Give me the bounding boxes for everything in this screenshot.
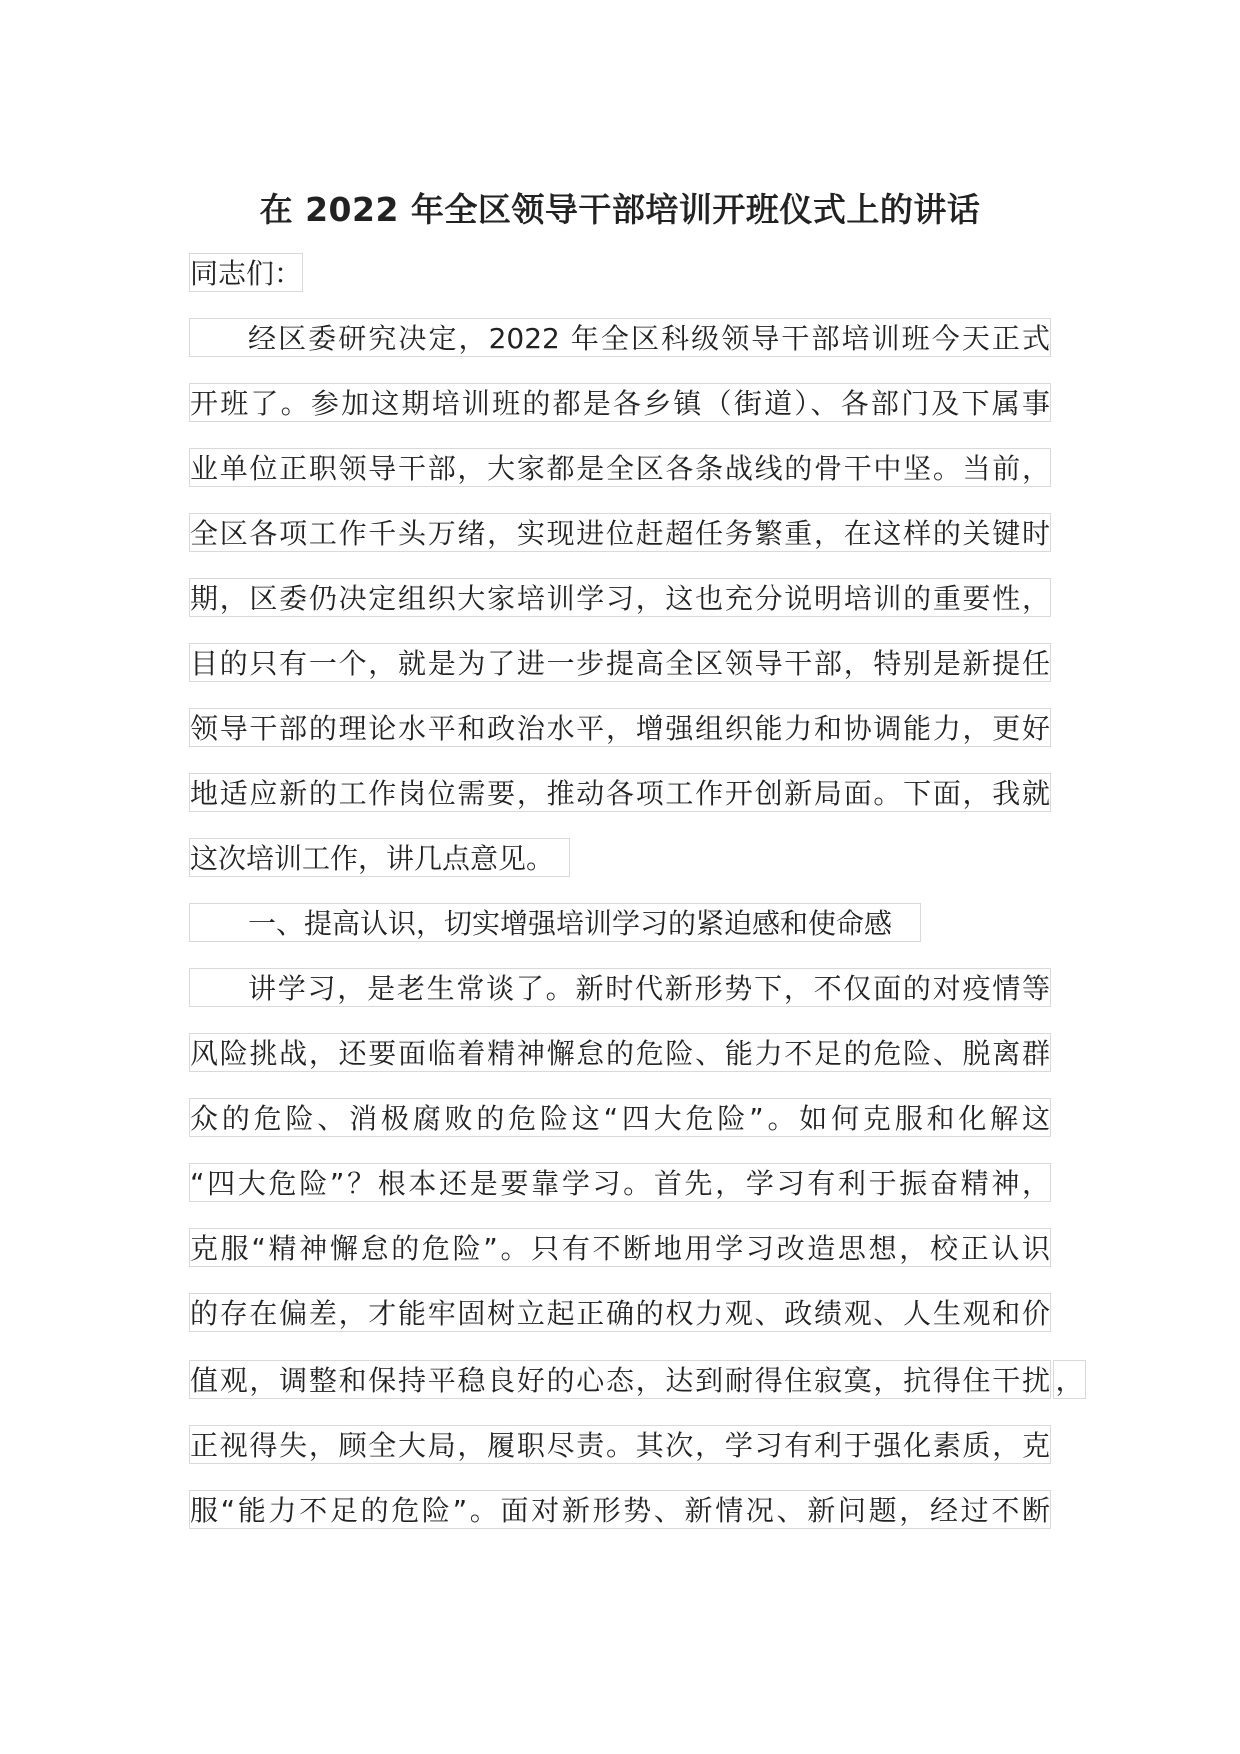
paragraph-line: 地适应新的工作岗位需要，推动各项工作开创新局面。下面，我就 bbox=[189, 773, 1051, 812]
paragraph-line: 克服“精神懈怠的危险”。只有不断地用学习改造思想，校正认识 bbox=[189, 1228, 1051, 1267]
salutation: 同志们： bbox=[189, 253, 303, 292]
paragraph-line: 讲学习，是老生常谈了。新时代新形势下，不仅面的对疫情等 bbox=[189, 968, 1051, 1007]
paragraph-line: 服“能力不足的危险”。面对新形势、新情况、新问题，经过不断 bbox=[189, 1490, 1051, 1529]
paragraph-line: 开班了。参加这期培训班的都是各乡镇（街道）、各部门及下属事 bbox=[189, 383, 1051, 422]
paragraph-line: 值观，调整和保持平稳良好的心态，达到耐得住寂寞，抗得住干扰 bbox=[189, 1360, 1051, 1399]
section-heading: 一、提高认识，切实增强培训学习的紧迫感和使命感 bbox=[189, 903, 921, 942]
document-title: 在 2022 年全区领导干部培训开班仪式上的讲话 bbox=[259, 190, 981, 229]
paragraph-line: 这次培训工作，讲几点意见。 bbox=[189, 838, 570, 877]
paragraph-line: 期，区委仍决定组织大家培训学习，这也充分说明培训的重要性， bbox=[189, 578, 1051, 617]
paragraph-line: “四大危险”？根本还是要靠学习。首先，学习有利于振奋精神， bbox=[189, 1163, 1051, 1202]
paragraph-line: 经区委研究决定，2022 年全区科级领导干部培训班今天正式 bbox=[189, 318, 1051, 357]
paragraph-line: 全区各项工作千头万绪，实现进位赶超任务繁重，在这样的关键时 bbox=[189, 513, 1051, 552]
paragraph-line: 正视得失，顾全大局，履职尽责。其次，学习有利于强化素质，克 bbox=[189, 1425, 1051, 1464]
paragraph-line: 业单位正职领导干部，大家都是全区各条战线的骨干中坚。当前， bbox=[189, 448, 1051, 487]
paragraph-line: 风险挑战，还要面临着精神懈怠的危险、能力不足的危险、脱离群 bbox=[189, 1033, 1051, 1072]
paragraph-line: 领导干部的理论水平和政治水平，增强组织能力和协调能力，更好 bbox=[189, 708, 1051, 747]
paragraph-line: 的存在偏差，才能牢固树立起正确的权力观、政绩观、人生观和价 bbox=[189, 1293, 1051, 1332]
paragraph-line: 目的只有一个，就是为了进一步提高全区领导干部，特别是新提任 bbox=[189, 643, 1051, 682]
overflow-punctuation: ， bbox=[1053, 1360, 1086, 1399]
paragraph-line: 众的危险、消极腐败的危险这“四大危险”。如何克服和化解这 bbox=[189, 1098, 1051, 1137]
